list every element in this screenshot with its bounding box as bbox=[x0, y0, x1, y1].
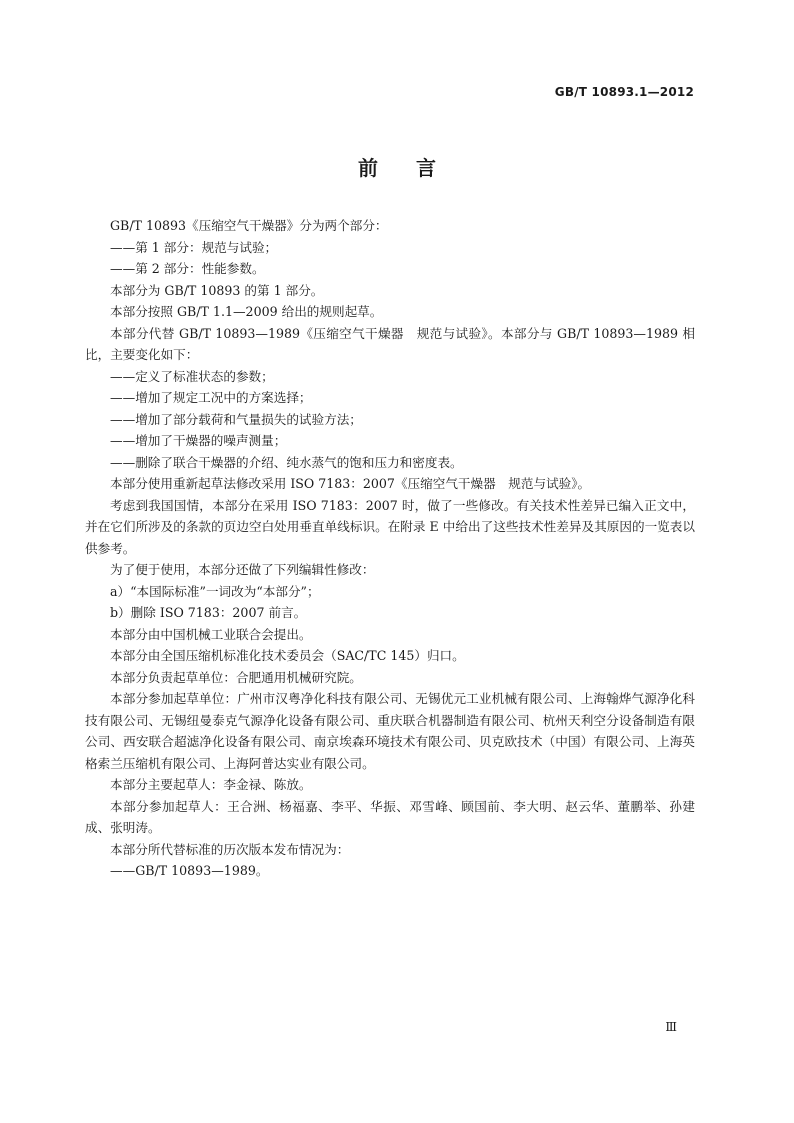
list-item: ——第 1 部分：规范与试验； bbox=[110, 239, 278, 255]
paragraph: 本部分所代替标准的历次版本发布情况为： bbox=[110, 841, 350, 857]
list-item: ——增加了规定工况中的方案选择； bbox=[110, 390, 312, 405]
list-item: ——定义了标准状态的参数； bbox=[110, 368, 274, 384]
paragraph: 本部分代替 GB/T 10893—1989《压缩空气干燥器 规范与试验》。本部分与 GB/T 10893—1989 相比，主要变化如下： bbox=[85, 325, 695, 362]
list-item: ——增加了部分载荷和气量损失的试验方法； bbox=[110, 411, 362, 427]
page-number: Ⅲ bbox=[665, 1020, 677, 1034]
paragraph: 本部分参加起草单位：广州市汉粤净化科技有限公司、无锡优元工业机械有限公司、上海翰烨气源净化科技有限公司、无锡纽曼泰克气源净化设备有限公司、重庆联合机器制造有限公司、杭州天利空分设备制造有限公司、西安联合超滤净化设备有限公司、南京埃森环境技术有限公司、贝克欧技术（中国）有限公司、上海英格索兰压缩机有限公司、上海阿普达实业有限公司。 bbox=[85, 691, 695, 771]
paragraph: 本部分由全国压缩机标准化技术委员会（SAC/TC 145）归口。 bbox=[110, 648, 465, 663]
page-title: 前言 bbox=[358, 156, 474, 180]
paragraph: 本部分为 GB/T 10893 的第 1 部分。 bbox=[110, 282, 324, 298]
list-item: ——增加了干燥器的噪声测量； bbox=[110, 433, 287, 448]
list-item: ——删除了联合干燥器的介绍、纯水蒸气的饱和压力和密度表。 bbox=[110, 454, 463, 470]
list-item: ——第 2 部分：性能参数。 bbox=[110, 261, 265, 276]
paragraph: 本部分负责起草单位：合肥通用机械研究院。 bbox=[110, 669, 362, 685]
paragraph: 本部分按照 GB/T 1.1—2009 给出的规则起草。 bbox=[110, 304, 383, 319]
paragraph: 本部分参加起草人：王合洲、杨福嘉、李平、华振、邓雪峰、顾国前、李大明、赵云华、董鹏举、孙建成、张明涛。 bbox=[85, 798, 695, 835]
paragraph: 为了便于使用，本部分还做了下列编辑性修改： bbox=[110, 562, 375, 577]
list-item: b）删除 ISO 7183：2007 前言。 bbox=[110, 605, 307, 620]
foreword-body bbox=[85, 215, 695, 882]
paragraph: 考虑到我国国情，本部分在采用 ISO 7183：2007 时，做了一些修改。有关技术性差异已编入正文中，并在它们所涉及的条款的页边空白处用垂直单线标识。在附录 E 中给出了这些技术性差异及其原因的一览表以供参考。 bbox=[85, 497, 695, 556]
list-item: a）“本国际标准”一词改为“本部分”； bbox=[110, 583, 320, 599]
paragraph: GB/T 10893《压缩空气干燥器》分为两个部分： bbox=[110, 218, 388, 233]
paragraph: 本部分由中国机械工业联合会提出。 bbox=[110, 626, 312, 642]
standard-number: GB/T 10893.1—2012 bbox=[554, 85, 694, 99]
paragraph: 本部分主要起草人：李金禄、陈放。 bbox=[110, 777, 312, 792]
paragraph: 本部分使用重新起草法修改采用 ISO 7183：2007《压缩空气干燥器 规范与试验》。 bbox=[110, 476, 591, 491]
list-item: ——GB/T 10893—1989。 bbox=[110, 863, 269, 878]
